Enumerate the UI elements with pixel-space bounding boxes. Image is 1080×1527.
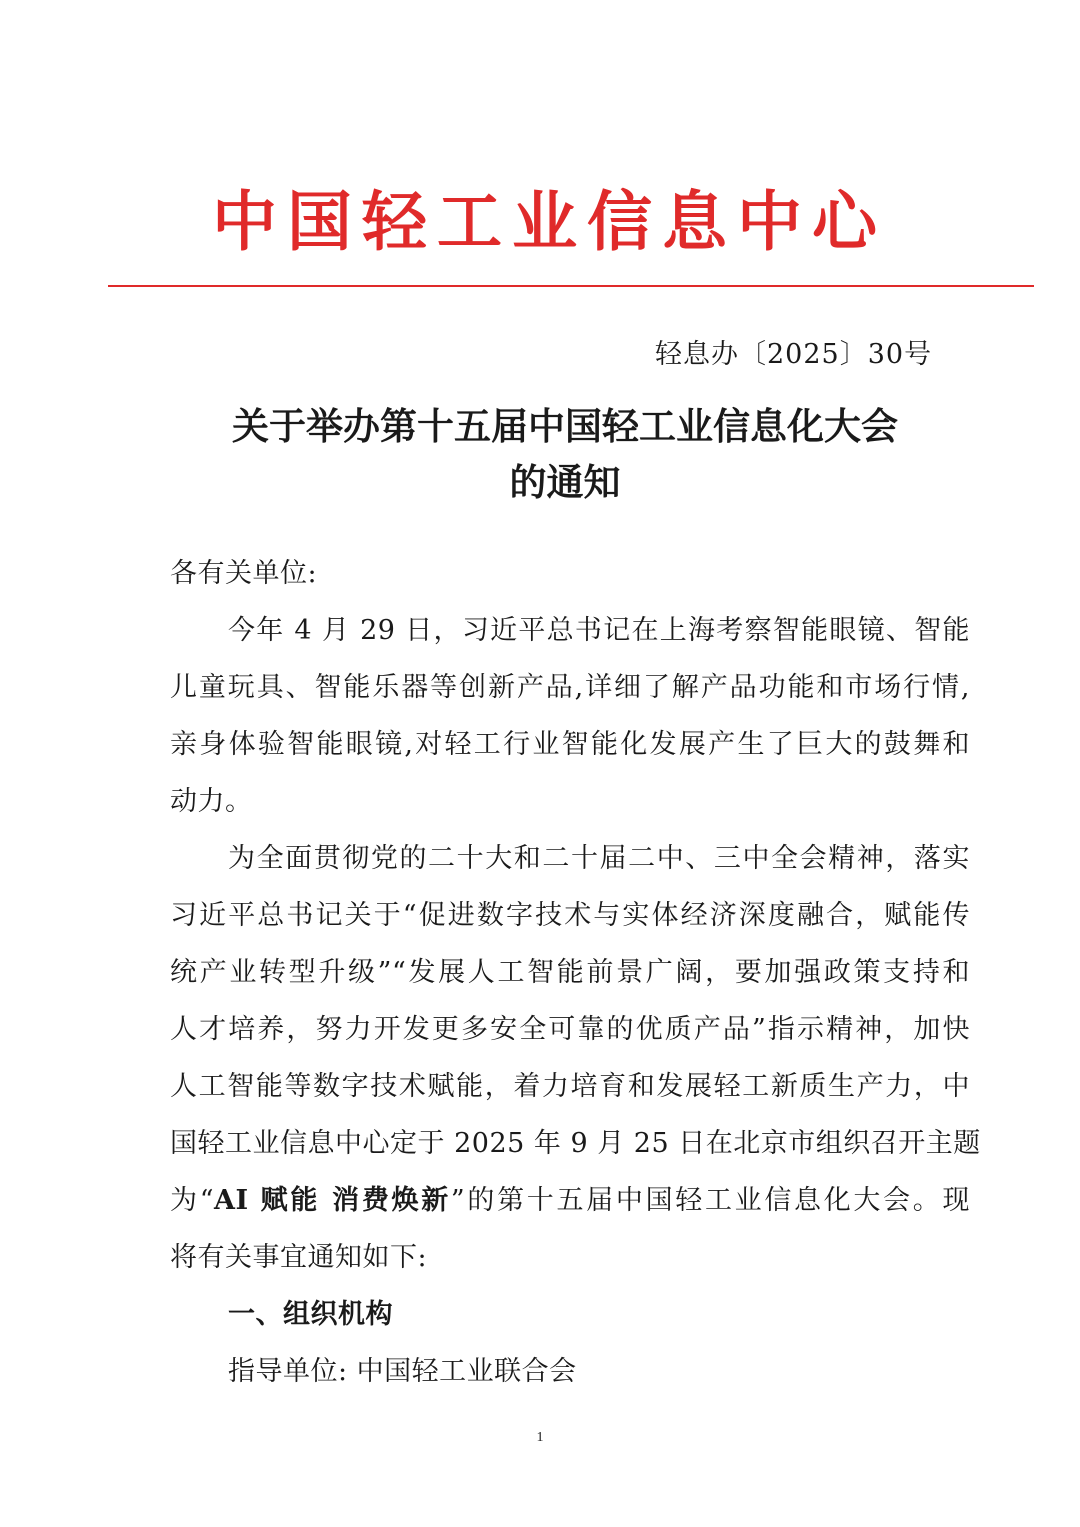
- paragraph-1-line-3: 亲身体验智能眼镜,对轻工行业智能化发展产生了巨大的鼓舞和: [170, 729, 970, 760]
- paragraph-2-line-1: 为全面贯彻党的二十大和二十届二中、三中全会精神，落实: [228, 843, 970, 874]
- paragraph-2-line-3: 统产业转型升级”“发展人工智能前景广阔，要加强政策支持和: [170, 957, 970, 988]
- paragraph-2-line-7: [170, 1172, 970, 1229]
- page-number: 1: [536, 1430, 544, 1445]
- organization-header: 中国轻工业信息中心: [212, 184, 888, 260]
- paragraph-2: [170, 830, 981, 1286]
- document-title: [150, 398, 980, 510]
- document-title-line-2: 的通知: [509, 460, 621, 504]
- salutation: 各有关单位:: [170, 558, 318, 589]
- paragraph-2-line-2: 习近平总书记关于“促进数字技术与实体经济深度融合，赋能传: [170, 900, 970, 931]
- document-title-line-1: 关于举办第十五届中国轻工业信息化大会: [232, 404, 898, 448]
- paragraph-2-line-4: 人才培养，努力开发更多安全可靠的优质产品”指示精神，加快: [170, 1014, 970, 1045]
- section-1-heading: 一、组织机构: [228, 1299, 393, 1330]
- paragraph-1-line-2: 儿童玩具、智能乐器等创新产品,详细了解产品功能和市场行情,: [170, 672, 970, 703]
- paragraph-1-line-1: 今年 4 月 29 日，习近平总书记在上海考察智能眼镜、智能: [228, 615, 970, 646]
- document-number: 轻息办〔2025〕30号: [655, 339, 933, 370]
- paragraph-2-line-8: 将有关事宜通知如下:: [170, 1242, 428, 1273]
- guiding-unit: 指导单位: 中国轻工业联合会: [228, 1356, 577, 1387]
- theme-suffix: ”的第十五届中国轻工业信息化大会。现: [450, 1185, 970, 1216]
- conference-theme: AI 赋能 消费焕新: [214, 1185, 451, 1216]
- paragraph-1-line-4: 动力。: [170, 786, 253, 817]
- paragraph-2-line-6: 国轻工业信息中心定于 2025 年 9 月 25 日在北京市组织召开主题: [170, 1128, 981, 1159]
- paragraph-2-line-5: 人工智能等数字技术赋能，着力培育和发展轻工新质生产力，中: [170, 1071, 970, 1102]
- theme-prefix: 为“: [170, 1185, 214, 1216]
- header-red-rule: [108, 285, 1034, 287]
- paragraph-1: [170, 602, 970, 830]
- document-body: [170, 545, 981, 1400]
